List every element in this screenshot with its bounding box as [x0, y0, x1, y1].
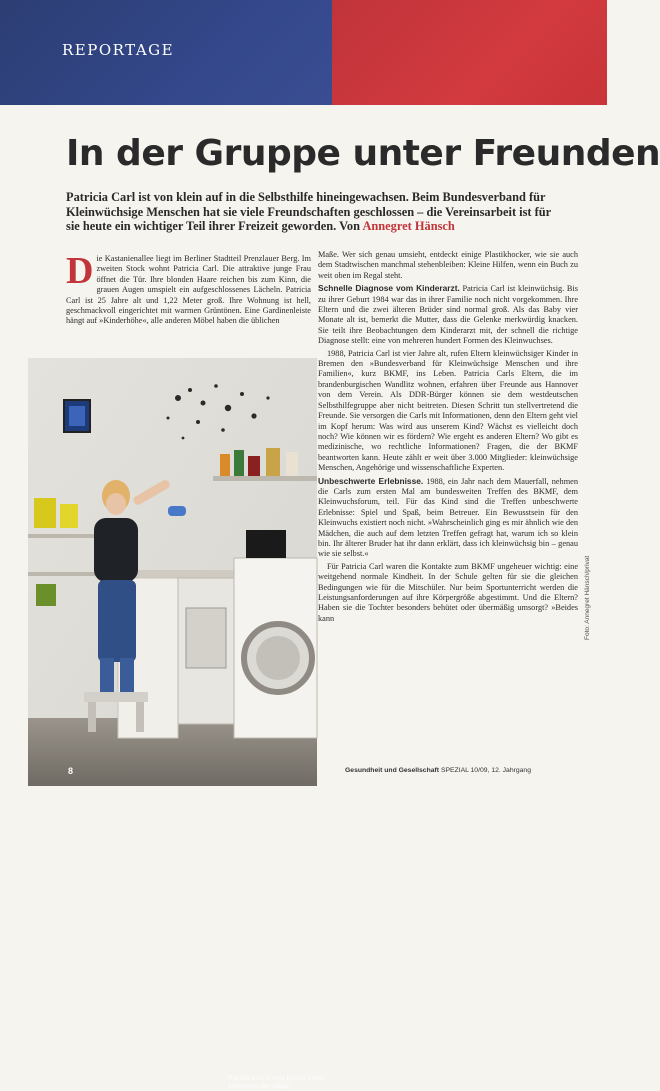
- page-number: 8: [68, 766, 74, 776]
- photo-credit: Foto: Annegret Hänsch/privat: [584, 555, 591, 640]
- subhead-erlebnisse: Unbeschwerte Erlebnisse.: [318, 475, 424, 486]
- publication-name: Gesundheit und Gesellschaft: [345, 767, 440, 774]
- kitchen-photo-illustration: [28, 358, 317, 786]
- right-paragraph-4: [318, 476, 578, 560]
- page-footer: [345, 767, 531, 774]
- author-name: Annegret Hänsch: [362, 219, 455, 234]
- intro-paragraph: ie Kastanienallee liegt im Berliner Stadtteil Prenzlauer Berg. Im zweiten Stock wohnt Patricia Carl. Die attraktive junge Frau öffnet die Tür. Ihre blonden Haare reichen bis zum Kinn, die grauen Augen umspielt ein aufgeschlossenes Lächeln. Patricia Carl ist 25 Jahre alt und 1,22 Meter groß. Ihre Wohnung ist hell, geschmackvoll eingerichtet mit warmen Grüntönen. Eine Gardinenleiste hängt auf »Kinderhöhe«, alle anderen Möbel haben die üblichen: [66, 254, 311, 326]
- article-headline: In der Gruppe unter Freunden: [66, 133, 660, 174]
- banner-red-panel: [332, 0, 607, 105]
- photo-caption: Patricia Carl in ihrer Küche: Hilfen erleichtern den Alltag.: [228, 1075, 326, 1090]
- left-column-text: [66, 250, 311, 327]
- right-paragraph-1: Maße. Wer sich genau umsieht, entdeckt einige Plastikhocker, wie sie auch dem Stadtwischen manchmal stehenbleiben: Kleine Hilfen, wenn ein Buch zu weit oben im Regal steht.: [318, 250, 578, 280]
- right-paragraph-5: Für Patricia Carl waren die Kontakte zum BKMF ungeheuer wichtig: eine weitgehend normale Kindheit. In der Schule gelten für sie die gleichen Bedingungen wie für die Mitschüler. Nur beim Sportunterricht werden die Leistungsanforderungen auf ihre Körpergröße abgestimmt. Und die Eltern? Haben sie die Tochter besonders behütet oder übermäßig umsorgt? »Beides kann: [318, 561, 578, 623]
- lead-text: Patricia Carl ist von klein auf in die Selbsthilfe hineingewachsen. Beim Bundesverband für Kleinwüchsige Menschen hat sie viele Freundschaften geschlossen – die Vereinsarbeit ist für sie heute ein wichtiger Teil ihrer Freizeit geworden. Von: [66, 190, 551, 234]
- section-label: REPORTAGE: [62, 41, 175, 59]
- right-paragraph-4-text: 1988, ein Jahr nach dem Mauerfall, nehmen die Carls zum ersten Mal am bundesweiten Treffen des BKMF, dem Kleinwuchsforum, teil. Für das Kind sind die Treffen unbeschwerte Erlebnisse: Spiel und Spaß, beim Betreuer. Ein Bewusstsein für den Kleinwuchs existiert noch nicht. »Wahrscheinlich ging es mir ähnlich wie den Mädchen, die auch auf dem letzten Treffen gefragt hat, warum ich so klein bin. Ihr älterer Bruder hat ihr dann erklärt, dass ich kleinwüchsig bin – genau wie sie selbst.«: [318, 476, 578, 559]
- right-column-text: [318, 250, 578, 626]
- header-banner: [0, 0, 607, 105]
- article-photo: [28, 358, 326, 1090]
- right-paragraph-2-text: Patricia Carl ist kleinwüchsig. Bis zu ihrer Geburt 1984 war das in ihrer Familie noch nicht vorgekommen. Ihre Eltern und die zwei älteren Brüder sind normal groß. Als das Baby vier Monate alt ist, bemerkt die Mutter, dass die Gelenke merkwürdig knacken. Sie teilt ihre Beobachtungen dem Kinderarzt mit, der schnell die richtige Diagnose stellt: eine von mehreren hundert Formen des Kleinwuchses.: [318, 284, 578, 346]
- subhead-diagnose: Schnelle Diagnose vom Kinderarzt.: [318, 283, 460, 294]
- right-paragraph-3: 1988, Patricia Carl ist vier Jahre alt, rufen Eltern kleinwüchsiger Kinder in Bremen den »Bundesverband für Kleinwüchsige Menschen und ihre Familien«, kurz BKMF, ins Leben. Patricia Carls Eltern, die im brandenburgischen Wandlitz wohnen, erfahren über Freunde aus Hannover von dem Verein. Als DDR-Bürger können sie dem westdeutschen Selbsthilfegruppe aber nicht beitreten. Diesen Schritt tun stellvertretend die Freunde. Sie versorgen die Carls mit Informationen, denn den Eltern geht viel im Kopf herum: Was wird aus unserem Kind? Wächst es vielleicht doch noch? Wie können wir es fördern? Wie ergeht es anderen Eltern? Wo gibt es medizinische, wo rechtliche Informationen? Fragen, die der BKMF beantworten kann. Heute zählt er weit über 3.000 Mitglieder: kleinwüchsige Menschen, Angehörige und wissenschaftliche Experten.: [318, 348, 578, 473]
- right-paragraph-2: [318, 283, 578, 346]
- article-lead: [66, 190, 554, 234]
- issue-info: SPEZIAL 10/09, 12. Jahrgang: [440, 767, 531, 774]
- drop-cap: D: [66, 250, 94, 292]
